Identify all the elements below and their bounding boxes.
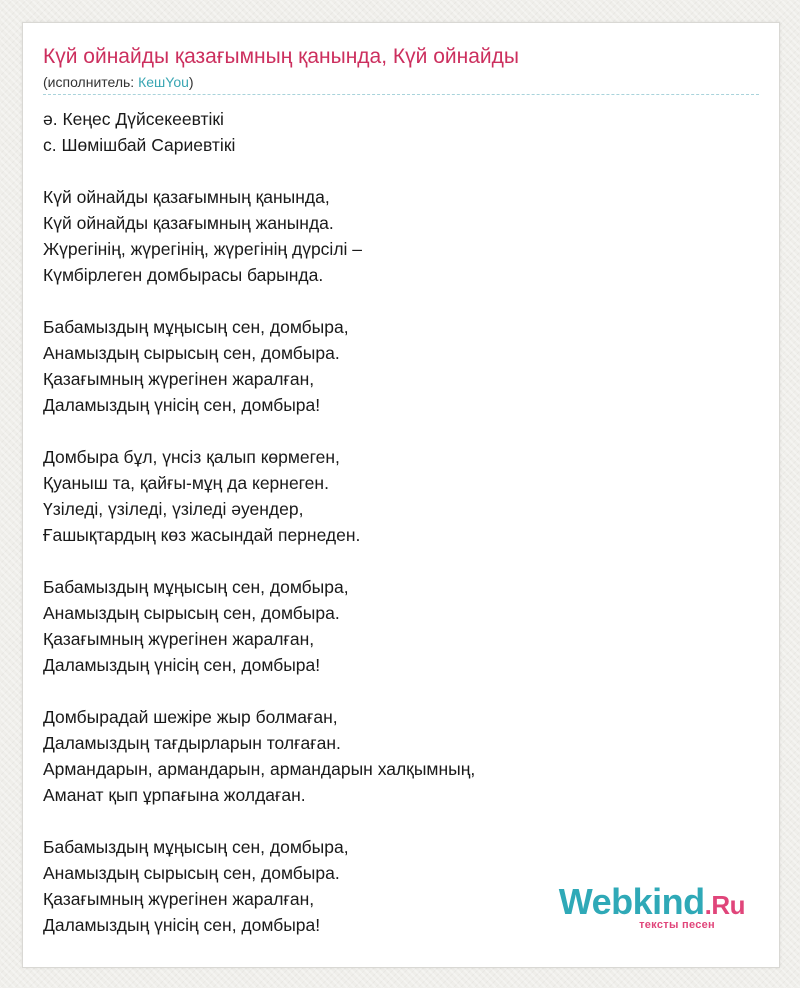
performer-suffix: ) <box>188 74 194 90</box>
performer-line <box>43 73 194 91</box>
lyric-line: Бабамыздың мұңысың сен, домбыра, <box>43 577 349 597</box>
logo-main-text: Webkind <box>558 881 705 922</box>
song-title: Күй ойнайды қазағымның қанында, Күй ойнайды <box>43 45 519 68</box>
lyric-line: Күй ойнайды қазағымның жанында. <box>43 213 334 233</box>
lyric-line: Домбыра бұл, үнсіз қалып көрмеген, <box>43 447 340 467</box>
logo-tld: .Ru <box>704 890 745 920</box>
performer-link[interactable]: КешYou <box>138 74 189 90</box>
title-divider <box>43 94 759 95</box>
stanza-gap <box>43 418 475 444</box>
lyric-line: Қазағымның жүрегінен жаралған, <box>43 369 315 389</box>
stanza-gap <box>43 288 475 314</box>
stanza-gap <box>43 808 475 834</box>
credits <box>43 106 475 158</box>
lyric-line: Даламыздың тағдырларын толғаған. <box>43 733 341 753</box>
stanza <box>43 184 475 288</box>
lyric-line: Армандарын, армандарын, армандарын халқымның, <box>43 759 476 779</box>
lyric-line: Қазағымның жүрегінен жаралған, <box>43 889 315 909</box>
stanza <box>43 834 475 938</box>
stanza-gap <box>43 548 475 574</box>
stanza <box>43 704 475 808</box>
lyric-line: Күмбірлеген домбырасы барында. <box>43 265 324 285</box>
stanza-gap <box>43 678 475 704</box>
logo-subtitle: тексты песен <box>639 919 715 931</box>
lyric-line: Бабамыздың мұңысың сен, домбыра, <box>43 317 349 337</box>
lyric-line: Анамыздың сырысың сен, домбыра. <box>43 343 340 363</box>
lyric-line: Бабамыздың мұңысың сен, домбыра, <box>43 837 349 857</box>
stanza-gap <box>43 158 475 184</box>
stanza <box>43 574 475 678</box>
stanza <box>43 444 475 548</box>
lyric-line: Қазағымның жүрегінен жаралған, <box>43 629 315 649</box>
lyric-line: Ғашықтардың көз жасындай пернеден. <box>43 525 361 545</box>
lyric-line: Анамыздың сырысың сен, домбыра. <box>43 863 340 883</box>
credit-line: с. Шөмішбай Сариевтікі <box>43 135 236 155</box>
lyric-line: Аманат қып ұрпағына жолдаған. <box>43 785 306 805</box>
stanza <box>43 314 475 418</box>
lyrics-card <box>22 22 780 968</box>
lyric-line: Домбырадай шежіре жыр болмаған, <box>43 707 338 727</box>
lyrics-text <box>43 106 475 938</box>
webkind-logo[interactable] <box>558 881 745 931</box>
lyric-line: Күй ойнайды қазағымның қанында, <box>43 187 330 207</box>
lyric-line: Үзіледі, үзіледі, үзіледі әуендер, <box>43 499 304 519</box>
performer-prefix: (исполнитель: <box>43 74 139 90</box>
lyric-line: Даламыздың үнісің сен, домбыра! <box>43 655 321 675</box>
lyric-line: Даламыздың үнісің сен, домбыра! <box>43 395 321 415</box>
lyric-line: Анамыздың сырысың сен, домбыра. <box>43 603 340 623</box>
credit-line: ә. Кеңес Дүйсекеевтікі <box>43 109 224 129</box>
logo-wordmark <box>558 881 745 923</box>
lyric-line: Даламыздың үнісің сен, домбыра! <box>43 915 321 935</box>
lyric-line: Жүрегінің, жүрегінің, жүрегінің дүрсілі – <box>43 239 363 259</box>
lyric-line: Қуаныш та, қайғы-мұң да кернеген. <box>43 473 329 493</box>
